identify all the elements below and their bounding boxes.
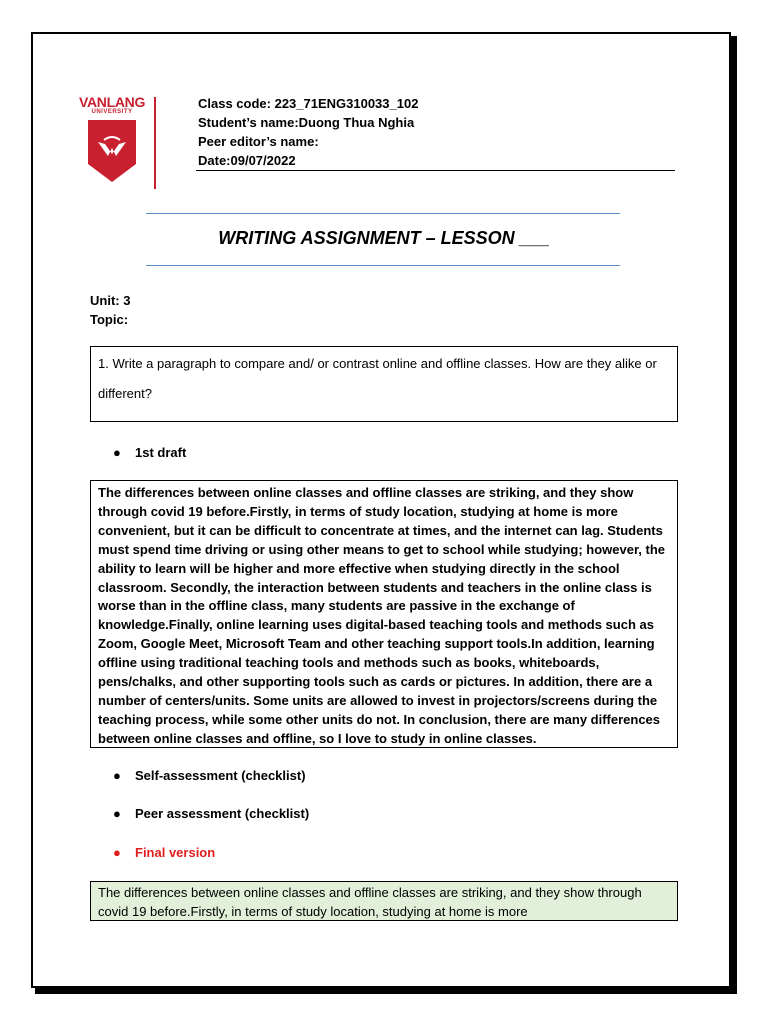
student-name: Student’s name:Duong Thua Nghia — [198, 115, 415, 130]
bullet-icon: ● — [113, 445, 121, 460]
unit-topic — [90, 291, 130, 329]
bullet-icon: ● — [113, 845, 121, 860]
bullet-self-assessment — [113, 768, 306, 783]
bullet-icon: ● — [113, 806, 121, 821]
logo-divider — [154, 97, 156, 189]
bullet-label: Self-assessment (checklist) — [135, 768, 306, 783]
bullet-label: Peer assessment (checklist) — [135, 806, 310, 821]
bullet-peer-assessment — [113, 806, 309, 821]
bullet-label: Final version — [135, 845, 216, 860]
bullet-icon: ● — [113, 768, 121, 783]
unit-label: Unit: 3 — [90, 293, 131, 308]
logo-name: VANLANG — [78, 94, 146, 110]
peer-editor: Peer editor’s name: — [198, 134, 319, 149]
logo-subtitle: UNIVERSITY — [91, 109, 133, 115]
topic-label: Topic: — [90, 312, 129, 327]
header-info — [198, 94, 418, 170]
university-logo — [74, 94, 154, 190]
title-rule-bottom — [146, 265, 620, 266]
title-rule-top — [146, 213, 620, 214]
bullet-first-draft — [113, 445, 186, 460]
bullet-label: 1st draft — [135, 445, 187, 460]
bullet-final-version — [113, 845, 215, 860]
header-rule — [196, 170, 675, 171]
page-title: WRITING ASSIGNMENT – LESSON ___ — [218, 228, 550, 248]
question-box: 1. Write a paragraph to compare and/ or contrast online and offline classes. How are they alike or different? — [90, 346, 678, 422]
shield-icon — [86, 118, 138, 184]
final-text-box: The differences between online classes and offline classes are striking, and they show through covid 19 before.Firstly, in terms of study location, studying at home is more — [90, 881, 678, 921]
class-code: Class code: 223_71ENG310033_102 — [198, 96, 419, 111]
draft-text-box: The differences between online classes and offline classes are striking, and they show through covid 19 before.Firstly, in terms of study location, studying at home is more convenient, but it can be difficult to concentrate at times, and the internet can lag. Students must spend time driving or using other means to get to school while studying; however, the ability to learn will be higher and more effective when studying directly in the school classroom. Secondly, the interaction between students and teachers in the online class is worse than in the offline class, many students are passive in the exchange of knowledge.Finally, online learning uses digital-based teaching tools and methods such as Zoom, Google Meet, Microsoft Team and other teaching support tools.In addition, learning offline using traditional teaching tools and methods such as books, whiteboards, pens/chalks, and other supporting tools such as cards or pictures. In addition, there are a number of centers/units. Some units are allowed to invest in projectors/screens during the teaching process, while some other units do not. In conclusion, there are many differences between online classes and offline, so I love to study in online classes. — [90, 480, 678, 748]
date: Date:09/07/2022 — [198, 153, 296, 168]
